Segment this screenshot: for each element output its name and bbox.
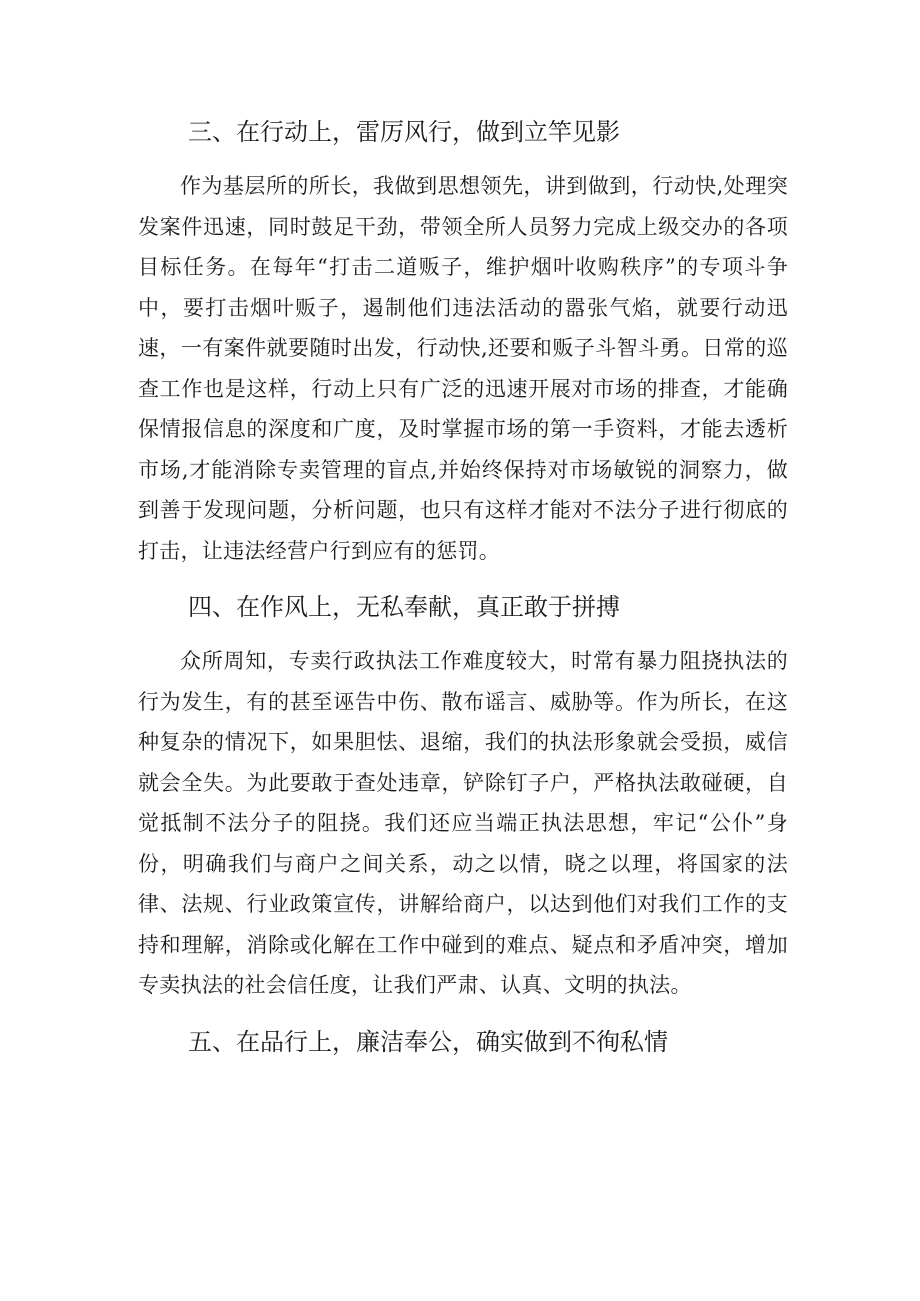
section-3-heading: 三、在行动上，雷厉风行，做到立竿见影 (188, 118, 620, 146)
section-4-heading: 四、在作风上，无私奉献，真正敢于拼搏 (188, 593, 620, 621)
document-page (138, 104, 788, 1070)
section-4-paragraph: 众所周知，专卖行政执法工作难度较大，时常有暴力阻挠执法的行为发生，有的甚至诬告中伤、散布谣言、威胁等。作为所长，在这种复杂的情况下，如果胆怯、退缩，我们的执法形象就会受损，威信就会全失。为此要敢于查处违章，铲除钉子户，严格执法敢碰硬，自觉抵制不法分子的阻挠。我们还应当端正执法思想，牢记“公仆”身份，明确我们与商户之间关系，动之以情，晓之以理，将国家的法律、法规、行业政策宣传，讲解给商户，以达到他们对我们工作的支持和理解，消除或化解在工作中碰到的难点、疑点和矛盾冲突，增加专卖执法的社会信任度，让我们严肃、认真、文明的执法。 (138, 649, 788, 997)
section-5-heading: 五、在品行上，廉洁奉公，确实做到不徇私情 (188, 1027, 668, 1056)
section-3-paragraph: 作为基层所的所长，我做到思想领先，讲到做到，行动快,处理突发案件迅速，同时鼓足干劲，带领全所人员努力完成上级交办的各项目标任务。在每年“打击二道贩子，维护烟叶收购秩序”的专项斗争中，要打击烟叶贩子，遏制他们违法活动的嚣张气焰，就要行动迅速，一有案件就要随时出发，行动快,还要和贩子斗智斗勇。日常的巡查工作也是这样，行动上只有广泛的迅速开展对市场的排查，才能确保情报信息的深度和广度，及时掌握市场的第一手资料，才能去透析市场,才能消除专卖管理的盲点,并始终保持对市场敏锐的洞察力，做到善于发现问题，分析问题，也只有这样才能对不法分子进行彻底的打击，让违法经营户行到应有的惩罚。 (138, 174, 788, 563)
